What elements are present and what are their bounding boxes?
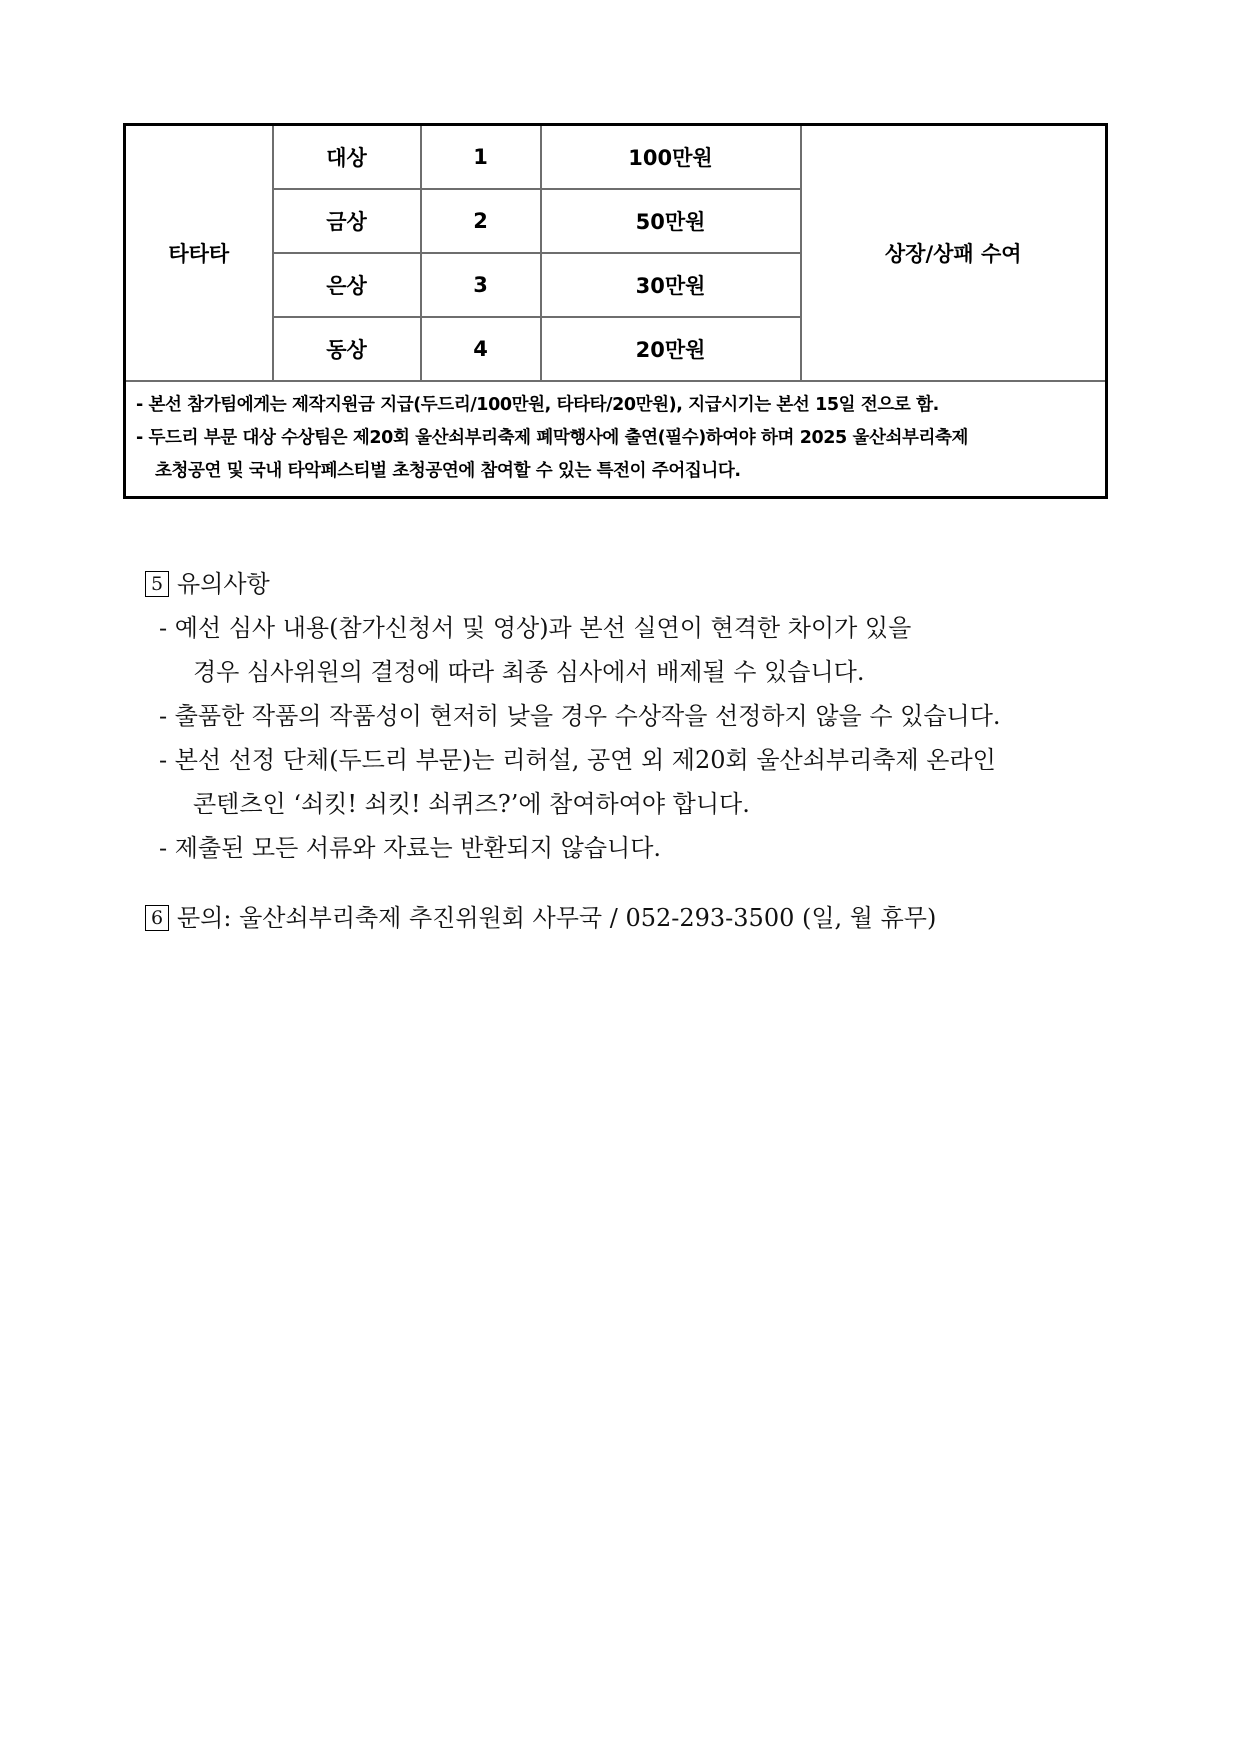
note-line: 초청공연 및 국내 타악페스티벌 초청공연에 참여할 수 있는 특전이 주어집니다. [155, 461, 741, 481]
list-item: - 본선 선정 단체(두드리 부문)는 리허설, 공연 외 제20회 울산쇠부리축제 온라인 [159, 746, 996, 774]
section-spacer [145, 870, 1130, 896]
category-cell: 타타타 [125, 125, 273, 382]
count-cell: 3 [421, 253, 541, 317]
contact-text: 문의: 울산쇠부리축제 추진위원회 사무국 / 052-293-3500 (일, 월 휴무) [177, 904, 937, 932]
award-cell: 금상 [273, 189, 421, 253]
prize-cell: 30만원 [541, 253, 801, 317]
prize-cell: 50만원 [541, 189, 801, 253]
section-5-heading [145, 562, 1130, 606]
award-cell: 동상 [273, 317, 421, 381]
list-item: - 제출된 모든 서류와 자료는 반환되지 않습니다. [159, 834, 662, 862]
list-item: - 출품한 작품의 작품성이 현저히 낮을 경우 수상작을 선정하지 않을 수 있습니다. [159, 702, 1001, 730]
count-cell: 2 [421, 189, 541, 253]
section-number-box: 5 [145, 571, 169, 597]
award-cell: 은상 [273, 253, 421, 317]
reward-cell: 상장/상패 수여 [801, 125, 1107, 382]
list-item-continuation: 경우 심사위원의 결정에 따라 최종 심사에서 배제될 수 있습니다. [193, 658, 865, 686]
prize-cell: 100만원 [541, 125, 801, 190]
count-cell: 4 [421, 317, 541, 381]
prize-table [123, 123, 1108, 499]
count-cell: 1 [421, 125, 541, 190]
section-6-heading [145, 896, 1130, 940]
list-item: - 예선 심사 내용(참가신청서 및 영상)과 본선 실연이 현격한 차이가 있을 [159, 614, 912, 642]
body-text [145, 562, 1130, 940]
note-line: - 본선 참가팀에게는 제작지원금 지급(두드리/100만원, 타타타/20만원), 지급시기는 본선 15일 전으로 함. [136, 395, 939, 415]
note-line: - 두드리 부문 대상 수상팀은 제20회 울산쇠부리축제 폐막행사에 출연(필수)하여야 하며 2025 울산쇠부리축제 [136, 428, 969, 448]
table-row [125, 125, 1107, 190]
notes-row [125, 381, 1107, 498]
section-title: 유의사항 [177, 570, 270, 598]
prize-cell: 20만원 [541, 317, 801, 381]
award-cell: 대상 [273, 125, 421, 190]
section-number-box: 6 [145, 905, 169, 931]
notes-cell [125, 381, 1107, 498]
list-item-continuation: 콘텐츠인 ‘쇠킷! 쇠킷! 쇠퀴즈?’에 참여하여야 합니다. [193, 790, 750, 818]
